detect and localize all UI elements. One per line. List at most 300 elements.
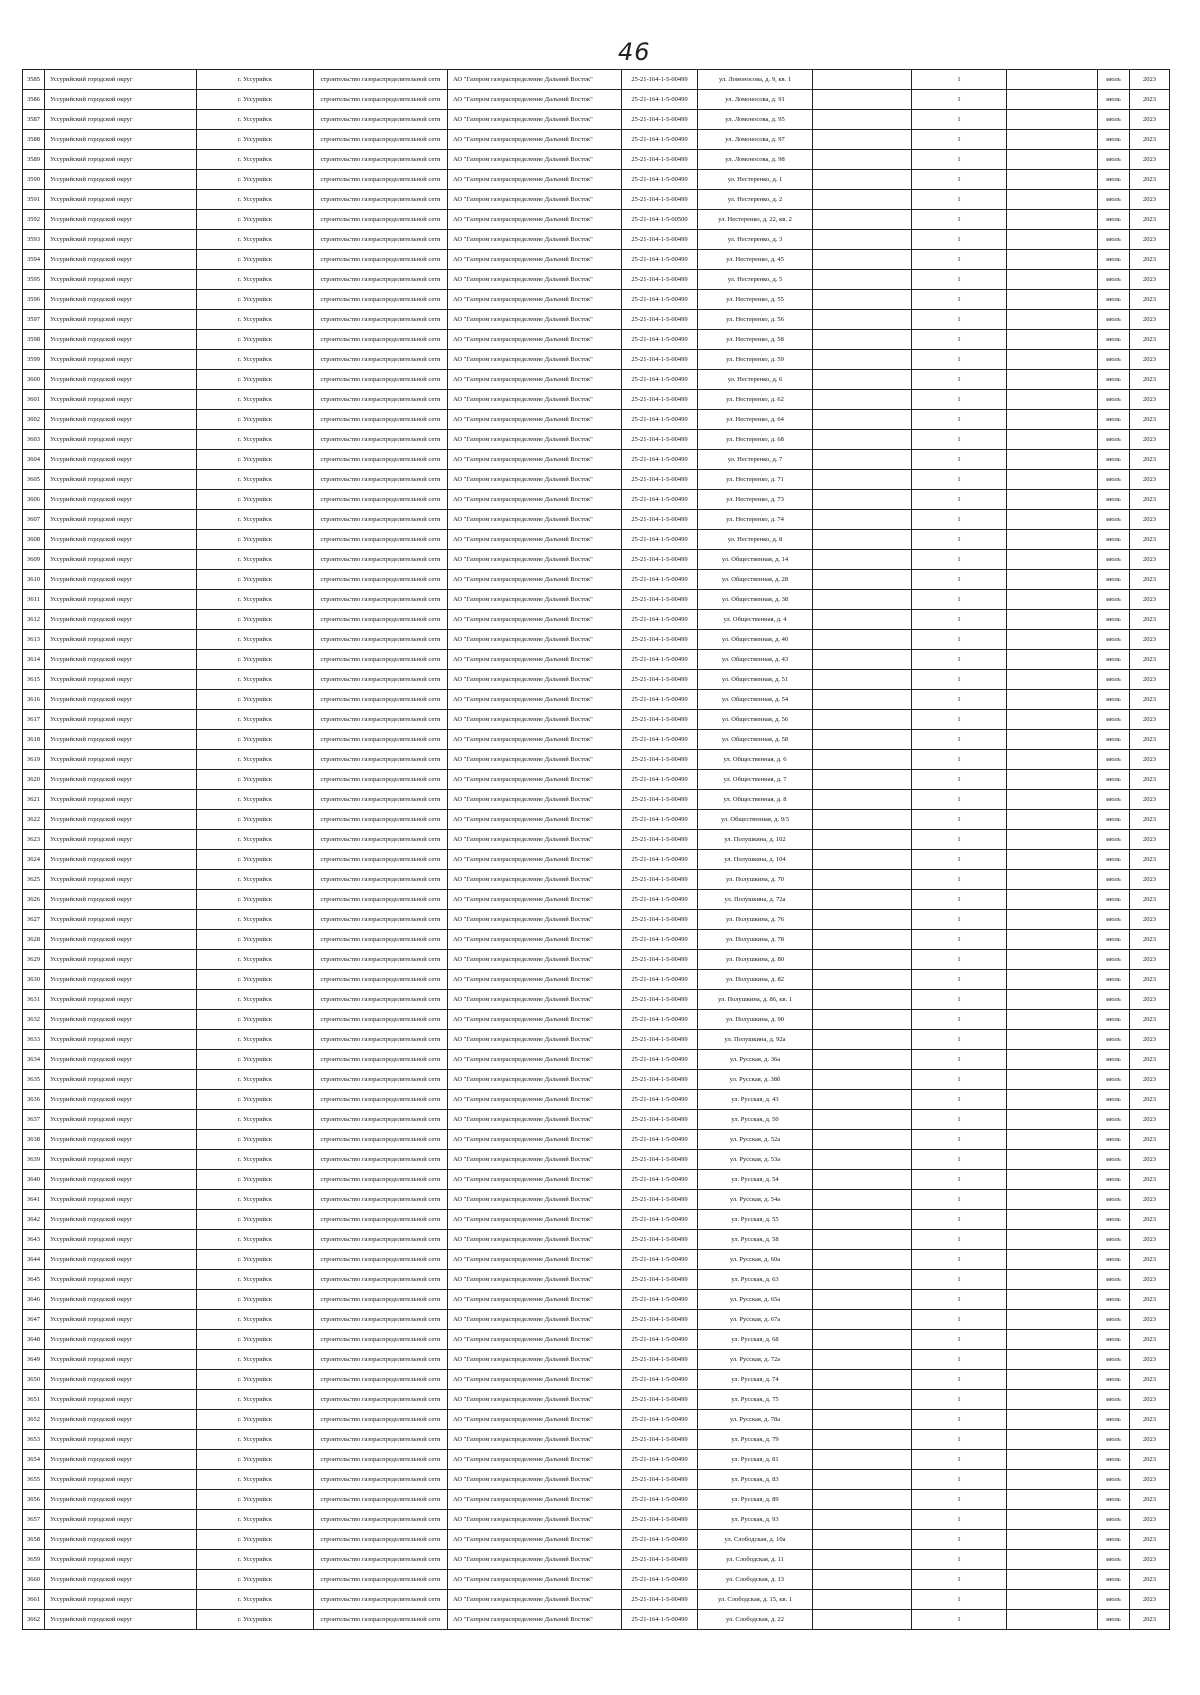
address-cell: ул. Нестеренко, д. 74 xyxy=(698,510,813,530)
district-cell: Уссурийский городской округ xyxy=(45,130,197,150)
row-number-cell: 3655 xyxy=(23,1470,45,1490)
row-number-cell: 3661 xyxy=(23,1590,45,1610)
organization-cell: АО "Газпром газораспределение Дальний Восток" xyxy=(448,550,622,570)
city-cell: г. Уссурийск xyxy=(197,1250,314,1270)
district-cell: Уссурийский городской округ xyxy=(45,1470,197,1490)
work-type-cell: строительство газораспределительной сети xyxy=(314,210,448,230)
work-type-cell: строительство газораспределительной сети xyxy=(314,790,448,810)
district-cell: Уссурийский городской округ xyxy=(45,610,197,630)
empty-cell xyxy=(1007,310,1098,330)
city-cell: г. Уссурийск xyxy=(197,170,314,190)
document-number-cell: 25-21-164-1-5-00499 xyxy=(622,590,698,610)
month-cell: июль xyxy=(1098,510,1130,530)
empty-cell xyxy=(813,1270,912,1290)
document-number-cell: 25-21-164-1-5-00500 xyxy=(622,210,698,230)
organization-cell: АО "Газпром газораспределение Дальний Восток" xyxy=(448,250,622,270)
organization-cell: АО "Газпром газораспределение Дальний Восток" xyxy=(448,370,622,390)
table-row xyxy=(23,530,1170,550)
document-number-cell: 25-21-164-1-5-00499 xyxy=(622,1310,698,1330)
month-cell: июль xyxy=(1098,410,1130,430)
district-cell: Уссурийский городской округ xyxy=(45,750,197,770)
empty-cell xyxy=(813,230,912,250)
address-cell: ул. Полушкина, д. 78 xyxy=(698,930,813,950)
document-number-cell: 25-21-164-1-5-00499 xyxy=(622,570,698,590)
year-cell: 2023 xyxy=(1130,950,1170,970)
work-type-cell: строительство газораспределительной сети xyxy=(314,230,448,250)
count-cell: 1 xyxy=(912,310,1007,330)
month-cell: июль xyxy=(1098,370,1130,390)
address-cell: ул. Полушкина, д. 104 xyxy=(698,850,813,870)
organization-cell: АО "Газпром газораспределение Дальний Восток" xyxy=(448,1410,622,1430)
empty-cell xyxy=(1007,230,1098,250)
address-cell: ул. Русская, д. 78а xyxy=(698,1410,813,1430)
year-cell: 2023 xyxy=(1130,970,1170,990)
year-cell: 2023 xyxy=(1130,430,1170,450)
address-cell: ул. Полушкина, д. 80 xyxy=(698,950,813,970)
month-cell: июль xyxy=(1098,550,1130,570)
address-cell: ул. Общественная, д. 9/3 xyxy=(698,810,813,830)
city-cell: г. Уссурийск xyxy=(197,330,314,350)
empty-cell xyxy=(1007,590,1098,610)
month-cell: июль xyxy=(1098,70,1130,90)
organization-cell: АО "Газпром газораспределение Дальний Восток" xyxy=(448,230,622,250)
empty-cell xyxy=(1007,630,1098,650)
address-cell: ул. Русская, д. 36а xyxy=(698,1050,813,1070)
empty-cell xyxy=(813,630,912,650)
district-cell: Уссурийский городской округ xyxy=(45,910,197,930)
year-cell: 2023 xyxy=(1130,990,1170,1010)
month-cell: июль xyxy=(1098,1050,1130,1070)
address-cell: ул. Русская, д. 74 xyxy=(698,1370,813,1390)
month-cell: июль xyxy=(1098,690,1130,710)
table-row xyxy=(23,70,1170,90)
city-cell: г. Уссурийск xyxy=(197,90,314,110)
row-number-cell: 3642 xyxy=(23,1210,45,1230)
city-cell: г. Уссурийск xyxy=(197,690,314,710)
row-number-cell: 3596 xyxy=(23,290,45,310)
address-cell: ул. Слободская, д. 22 xyxy=(698,1610,813,1630)
count-cell: 1 xyxy=(912,1210,1007,1230)
row-number-cell: 3614 xyxy=(23,650,45,670)
year-cell: 2023 xyxy=(1130,70,1170,90)
month-cell: июль xyxy=(1098,210,1130,230)
city-cell: г. Уссурийск xyxy=(197,1390,314,1410)
address-cell: ул. Полушкина, д. 86, кв. 1 xyxy=(698,990,813,1010)
empty-cell xyxy=(813,1490,912,1510)
row-number-cell: 3604 xyxy=(23,450,45,470)
organization-cell: АО "Газпром газораспределение Дальний Восток" xyxy=(448,1130,622,1150)
work-type-cell: строительство газораспределительной сети xyxy=(314,70,448,90)
row-number-cell: 3602 xyxy=(23,410,45,430)
year-cell: 2023 xyxy=(1130,570,1170,590)
row-number-cell: 3603 xyxy=(23,430,45,450)
address-cell: ул. Нестеренко, д. 6 xyxy=(698,370,813,390)
document-number-cell: 25-21-164-1-5-00499 xyxy=(622,110,698,130)
document-number-cell: 25-21-164-1-5-00499 xyxy=(622,950,698,970)
empty-cell xyxy=(813,390,912,410)
count-cell: 1 xyxy=(912,1470,1007,1490)
empty-cell xyxy=(1007,1250,1098,1270)
empty-cell xyxy=(1007,830,1098,850)
organization-cell: АО "Газпром газораспределение Дальний Восток" xyxy=(448,210,622,230)
document-number-cell: 25-21-164-1-5-00499 xyxy=(622,830,698,850)
document-number-cell: 25-21-164-1-5-00499 xyxy=(622,130,698,150)
empty-cell xyxy=(1007,1470,1098,1490)
table-row xyxy=(23,670,1170,690)
district-cell: Уссурийский городской округ xyxy=(45,1490,197,1510)
page-number: 46 xyxy=(618,38,651,66)
organization-cell: АО "Газпром газораспределение Дальний Восток" xyxy=(448,110,622,130)
table-row xyxy=(23,730,1170,750)
month-cell: июль xyxy=(1098,730,1130,750)
year-cell: 2023 xyxy=(1130,550,1170,570)
work-type-cell: строительство газораспределительной сети xyxy=(314,190,448,210)
empty-cell xyxy=(813,170,912,190)
work-type-cell: строительство газораспределительной сети xyxy=(314,1450,448,1470)
district-cell: Уссурийский городской округ xyxy=(45,110,197,130)
work-type-cell: строительство газораспределительной сети xyxy=(314,310,448,330)
empty-cell xyxy=(813,350,912,370)
row-number-cell: 3605 xyxy=(23,470,45,490)
year-cell: 2023 xyxy=(1130,1470,1170,1490)
address-cell: ул. Ломоносова, д. 91 xyxy=(698,90,813,110)
count-cell: 1 xyxy=(912,250,1007,270)
work-type-cell: строительство газораспределительной сети xyxy=(314,1070,448,1090)
year-cell: 2023 xyxy=(1130,1310,1170,1330)
organization-cell: АО "Газпром газораспределение Дальний Восток" xyxy=(448,610,622,630)
empty-cell xyxy=(813,410,912,430)
city-cell: г. Уссурийск xyxy=(197,750,314,770)
row-number-cell: 3622 xyxy=(23,810,45,830)
table-row xyxy=(23,170,1170,190)
empty-cell xyxy=(813,1030,912,1050)
organization-cell: АО "Газпром газораспределение Дальний Восток" xyxy=(448,310,622,330)
empty-cell xyxy=(1007,410,1098,430)
district-cell: Уссурийский городской округ xyxy=(45,1570,197,1590)
document-number-cell: 25-21-164-1-5-00499 xyxy=(622,1610,698,1630)
table-row xyxy=(23,1150,1170,1170)
city-cell: г. Уссурийск xyxy=(197,990,314,1010)
city-cell: г. Уссурийск xyxy=(197,430,314,450)
empty-cell xyxy=(813,1130,912,1150)
empty-cell xyxy=(813,510,912,530)
organization-cell: АО "Газпром газораспределение Дальний Восток" xyxy=(448,1170,622,1190)
month-cell: июль xyxy=(1098,610,1130,630)
table-row xyxy=(23,350,1170,370)
address-cell: ул. Нестеренко, д. 5 xyxy=(698,270,813,290)
row-number-cell: 3621 xyxy=(23,790,45,810)
table-row xyxy=(23,1430,1170,1450)
year-cell: 2023 xyxy=(1130,1210,1170,1230)
address-cell: ул. Ломоносова, д. 97 xyxy=(698,130,813,150)
row-number-cell: 3617 xyxy=(23,710,45,730)
work-type-cell: строительство газораспределительной сети xyxy=(314,1230,448,1250)
district-cell: Уссурийский городской округ xyxy=(45,170,197,190)
empty-cell xyxy=(1007,250,1098,270)
document-number-cell: 25-21-164-1-5-00499 xyxy=(622,1070,698,1090)
table-row xyxy=(23,550,1170,570)
document-number-cell: 25-21-164-1-5-00499 xyxy=(622,510,698,530)
work-type-cell: строительство газораспределительной сети xyxy=(314,510,448,530)
empty-cell xyxy=(1007,790,1098,810)
organization-cell: АО "Газпром газораспределение Дальний Восток" xyxy=(448,790,622,810)
district-cell: Уссурийский городской округ xyxy=(45,210,197,230)
document-number-cell: 25-21-164-1-5-00499 xyxy=(622,370,698,390)
organization-cell: АО "Газпром газораспределение Дальний Восток" xyxy=(448,1310,622,1330)
empty-cell xyxy=(813,1370,912,1390)
empty-cell xyxy=(1007,810,1098,830)
empty-cell xyxy=(813,1510,912,1530)
table-row xyxy=(23,1270,1170,1290)
work-type-cell: строительство газораспределительной сети xyxy=(314,330,448,350)
work-type-cell: строительство газораспределительной сети xyxy=(314,290,448,310)
year-cell: 2023 xyxy=(1130,670,1170,690)
table-row xyxy=(23,210,1170,230)
table-row xyxy=(23,1590,1170,1610)
empty-cell xyxy=(813,450,912,470)
city-cell: г. Уссурийск xyxy=(197,610,314,630)
organization-cell: АО "Газпром газораспределение Дальний Восток" xyxy=(448,730,622,750)
address-cell: ул. Общественная, д. 58 xyxy=(698,730,813,750)
table-row xyxy=(23,570,1170,590)
year-cell: 2023 xyxy=(1130,1490,1170,1510)
count-cell: 1 xyxy=(912,1170,1007,1190)
month-cell: июль xyxy=(1098,150,1130,170)
work-type-cell: строительство газораспределительной сети xyxy=(314,650,448,670)
empty-cell xyxy=(1007,1390,1098,1410)
address-cell: ул. Русская, д. 53а xyxy=(698,1150,813,1170)
table-row xyxy=(23,310,1170,330)
count-cell: 1 xyxy=(912,850,1007,870)
empty-cell xyxy=(813,1590,912,1610)
address-cell: ул. Нестеренко, д. 64 xyxy=(698,410,813,430)
district-cell: Уссурийский городской округ xyxy=(45,590,197,610)
document-number-cell: 25-21-164-1-5-00499 xyxy=(622,230,698,250)
empty-cell xyxy=(1007,1190,1098,1210)
address-cell: ул. Общественная, д. 8 xyxy=(698,790,813,810)
organization-cell: АО "Газпром газораспределение Дальний Восток" xyxy=(448,1010,622,1030)
document-number-cell: 25-21-164-1-5-00499 xyxy=(622,1550,698,1570)
address-cell: ул. Русская, д. 75 xyxy=(698,1390,813,1410)
table-row xyxy=(23,1010,1170,1030)
district-cell: Уссурийский городской округ xyxy=(45,650,197,670)
row-number-cell: 3631 xyxy=(23,990,45,1010)
empty-cell xyxy=(813,370,912,390)
document-number-cell: 25-21-164-1-5-00499 xyxy=(622,310,698,330)
document-number-cell: 25-21-164-1-5-00499 xyxy=(622,1210,698,1230)
empty-cell xyxy=(1007,1450,1098,1470)
city-cell: г. Уссурийск xyxy=(197,570,314,590)
empty-cell xyxy=(813,1390,912,1410)
count-cell: 1 xyxy=(912,890,1007,910)
organization-cell: АО "Газпром газораспределение Дальний Восток" xyxy=(448,850,622,870)
empty-cell xyxy=(1007,130,1098,150)
work-type-cell: строительство газораспределительной сети xyxy=(314,1290,448,1310)
document-number-cell: 25-21-164-1-5-00499 xyxy=(622,1150,698,1170)
count-cell: 1 xyxy=(912,470,1007,490)
district-cell: Уссурийский городской округ xyxy=(45,1230,197,1250)
address-cell: ул. Полушкина, д. 102 xyxy=(698,830,813,850)
table-row xyxy=(23,1190,1170,1210)
city-cell: г. Уссурийск xyxy=(197,970,314,990)
table-row xyxy=(23,1350,1170,1370)
empty-cell xyxy=(1007,570,1098,590)
empty-cell xyxy=(1007,150,1098,170)
document-number-cell: 25-21-164-1-5-00499 xyxy=(622,650,698,670)
document-number-cell: 25-21-164-1-5-00499 xyxy=(622,390,698,410)
year-cell: 2023 xyxy=(1130,1190,1170,1210)
year-cell: 2023 xyxy=(1130,1410,1170,1430)
organization-cell: АО "Газпром газораспределение Дальний Восток" xyxy=(448,410,622,430)
city-cell: г. Уссурийск xyxy=(197,890,314,910)
document-number-cell: 25-21-164-1-5-00499 xyxy=(622,1050,698,1070)
month-cell: июль xyxy=(1098,130,1130,150)
empty-cell xyxy=(1007,1590,1098,1610)
year-cell: 2023 xyxy=(1130,1150,1170,1170)
count-cell: 1 xyxy=(912,210,1007,230)
empty-cell xyxy=(1007,470,1098,490)
empty-cell xyxy=(1007,670,1098,690)
city-cell: г. Уссурийск xyxy=(197,1570,314,1590)
row-number-cell: 3632 xyxy=(23,1010,45,1030)
count-cell: 1 xyxy=(912,450,1007,470)
work-type-cell: строительство газораспределительной сети xyxy=(314,1110,448,1130)
address-cell: ул. Нестеренко, д. 62 xyxy=(698,390,813,410)
month-cell: июль xyxy=(1098,910,1130,930)
work-type-cell: строительство газораспределительной сети xyxy=(314,1570,448,1590)
year-cell: 2023 xyxy=(1130,1250,1170,1270)
month-cell: июль xyxy=(1098,650,1130,670)
month-cell: июль xyxy=(1098,310,1130,330)
year-cell: 2023 xyxy=(1130,1430,1170,1450)
city-cell: г. Уссурийск xyxy=(197,1230,314,1250)
district-cell: Уссурийский городской округ xyxy=(45,1450,197,1470)
work-type-cell: строительство газораспределительной сети xyxy=(314,690,448,710)
count-cell: 1 xyxy=(912,1550,1007,1570)
empty-cell xyxy=(1007,1530,1098,1550)
count-cell: 1 xyxy=(912,270,1007,290)
organization-cell: АО "Газпром газораспределение Дальний Восток" xyxy=(448,1550,622,1570)
table-row xyxy=(23,330,1170,350)
table-row xyxy=(23,1310,1170,1330)
district-cell: Уссурийский городской округ xyxy=(45,1050,197,1070)
organization-cell: АО "Газпром газораспределение Дальний Восток" xyxy=(448,1290,622,1310)
table-row xyxy=(23,1290,1170,1310)
address-cell: ул. Русская, д. 60а xyxy=(698,1250,813,1270)
document-number-cell: 25-21-164-1-5-00499 xyxy=(622,1190,698,1210)
row-number-cell: 3619 xyxy=(23,750,45,770)
month-cell: июль xyxy=(1098,270,1130,290)
city-cell: г. Уссурийск xyxy=(197,1450,314,1470)
row-number-cell: 3597 xyxy=(23,310,45,330)
month-cell: июль xyxy=(1098,1250,1130,1270)
table-row xyxy=(23,1230,1170,1250)
empty-cell xyxy=(1007,770,1098,790)
organization-cell: АО "Газпром газораспределение Дальний Восток" xyxy=(448,750,622,770)
empty-cell xyxy=(1007,1030,1098,1050)
district-cell: Уссурийский городской округ xyxy=(45,310,197,330)
empty-cell xyxy=(1007,690,1098,710)
empty-cell xyxy=(813,950,912,970)
city-cell: г. Уссурийск xyxy=(197,790,314,810)
work-type-cell: строительство газораспределительной сети xyxy=(314,1250,448,1270)
address-cell: ул. Русская, д. 43 xyxy=(698,1090,813,1110)
row-number-cell: 3600 xyxy=(23,370,45,390)
city-cell: г. Уссурийск xyxy=(197,590,314,610)
district-cell: Уссурийский городской округ xyxy=(45,890,197,910)
table-row xyxy=(23,150,1170,170)
work-type-cell: строительство газораспределительной сети xyxy=(314,770,448,790)
register-body xyxy=(23,70,1170,1630)
count-cell: 1 xyxy=(912,230,1007,250)
address-cell: ул. Русская, д. 81 xyxy=(698,1450,813,1470)
year-cell: 2023 xyxy=(1130,1050,1170,1070)
empty-cell xyxy=(1007,530,1098,550)
address-cell: ул. Общественная, д. 43 xyxy=(698,650,813,670)
empty-cell xyxy=(1007,390,1098,410)
document-number-cell: 25-21-164-1-5-00499 xyxy=(622,1570,698,1590)
table-row xyxy=(23,1110,1170,1130)
table-row xyxy=(23,1530,1170,1550)
table-row xyxy=(23,990,1170,1010)
address-cell: ул. Слободская, д. 15, кв. 1 xyxy=(698,1590,813,1610)
year-cell: 2023 xyxy=(1130,870,1170,890)
table-row xyxy=(23,1470,1170,1490)
city-cell: г. Уссурийск xyxy=(197,1290,314,1310)
count-cell: 1 xyxy=(912,930,1007,950)
month-cell: июль xyxy=(1098,490,1130,510)
city-cell: г. Уссурийск xyxy=(197,910,314,930)
city-cell: г. Уссурийск xyxy=(197,730,314,750)
empty-cell xyxy=(813,1150,912,1170)
month-cell: июль xyxy=(1098,570,1130,590)
count-cell: 1 xyxy=(912,490,1007,510)
work-type-cell: строительство газораспределительной сети xyxy=(314,1390,448,1410)
address-cell: ул. Общественная, д. 4 xyxy=(698,610,813,630)
city-cell: г. Уссурийск xyxy=(197,270,314,290)
empty-cell xyxy=(813,90,912,110)
document-number-cell: 25-21-164-1-5-00499 xyxy=(622,430,698,450)
empty-cell xyxy=(1007,1330,1098,1350)
work-type-cell: строительство газораспределительной сети xyxy=(314,1270,448,1290)
row-number-cell: 3627 xyxy=(23,910,45,930)
count-cell: 1 xyxy=(912,110,1007,130)
count-cell: 1 xyxy=(912,70,1007,90)
city-cell: г. Уссурийск xyxy=(197,310,314,330)
organization-cell: АО "Газпром газораспределение Дальний Восток" xyxy=(448,870,622,890)
month-cell: июль xyxy=(1098,770,1130,790)
district-cell: Уссурийский городской округ xyxy=(45,250,197,270)
document-number-cell: 25-21-164-1-5-00499 xyxy=(622,1490,698,1510)
count-cell: 1 xyxy=(912,1270,1007,1290)
document-number-cell: 25-21-164-1-5-00499 xyxy=(622,150,698,170)
count-cell: 1 xyxy=(912,510,1007,530)
work-type-cell: строительство газораспределительной сети xyxy=(314,1130,448,1150)
table-row xyxy=(23,470,1170,490)
year-cell: 2023 xyxy=(1130,1510,1170,1530)
address-cell: ул. Нестеренко, д. 56 xyxy=(698,310,813,330)
month-cell: июль xyxy=(1098,530,1130,550)
work-type-cell: строительство газораспределительной сети xyxy=(314,90,448,110)
work-type-cell: строительство газораспределительной сети xyxy=(314,570,448,590)
month-cell: июль xyxy=(1098,1270,1130,1290)
document-number-cell: 25-21-164-1-5-00499 xyxy=(622,490,698,510)
row-number-cell: 3657 xyxy=(23,1510,45,1530)
city-cell: г. Уссурийск xyxy=(197,670,314,690)
organization-cell: АО "Газпром газораспределение Дальний Восток" xyxy=(448,1230,622,1250)
organization-cell: АО "Газпром газораспределение Дальний Восток" xyxy=(448,70,622,90)
work-type-cell: строительство газораспределительной сети xyxy=(314,910,448,930)
